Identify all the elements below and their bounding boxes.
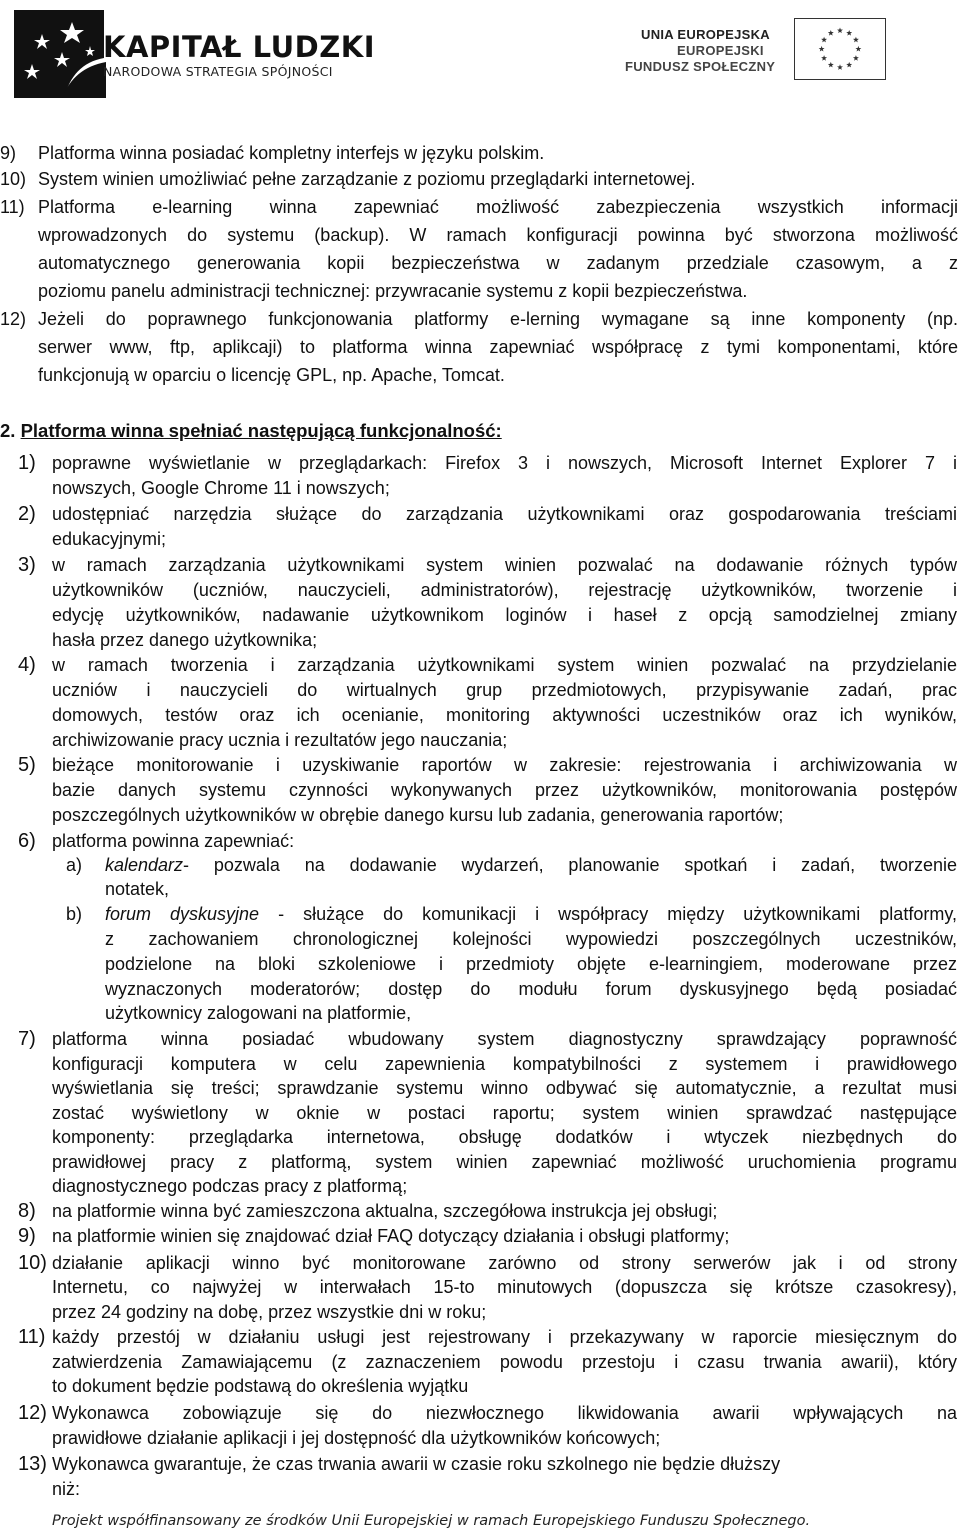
item-text: zatwierdzenia Zamawiającemu (z zaznaczeniem powodu przestoju i czasu trwania awarii), który <box>52 1352 957 1372</box>
eu-star-icon <box>828 30 834 36</box>
subitem-text: z zachowaniem chronologicznej kolejności wypowiedzi poszczególnych uczestników, <box>105 929 957 949</box>
item-number: 5) <box>18 754 36 776</box>
item-text: Internetu, co najwyżej w interwałach 15-to minutowych (dopuszcza się krótsze czasokresy), <box>52 1277 957 1297</box>
eu-star-icon <box>855 46 861 52</box>
item-number: 10) <box>0 169 27 189</box>
item-text: nowszych, Google Chrome 11 i nowszych; <box>52 478 390 498</box>
item-text: prawidłowej pracy z platformą, system winien zapewniać możliwość uruchomienia programu <box>52 1152 957 1172</box>
item-text: bieżące monitorowanie i uzyskiwanie raportów w zakresie: rejestrowania i archiwizowania w <box>52 755 957 775</box>
item-text: udostępniać narzędzia służące do zarządzania użytkownikami oraz gospodarowania treściami <box>52 504 957 524</box>
subitem-letter: a) <box>66 855 83 875</box>
item-text: uczniów i nauczycieli do wirtualnych grup przedmiotowych, przypisywanie zadań, prac <box>52 680 957 700</box>
item-text: diagnostycznego podczas pracy z platformą; <box>52 1176 408 1196</box>
item-text: edukacyjnymi; <box>52 529 167 549</box>
item-text: niż: <box>52 1479 81 1499</box>
item-text: Platforma winna posiadać kompletny interfejs w języku polskim. <box>38 143 545 163</box>
eu-star-icon <box>853 37 859 43</box>
item-number: 9) <box>0 143 17 163</box>
item-text: funkcjonują w oparciu o licencję GPL, np. Apache, Tomcat. <box>38 365 505 385</box>
eu-star-icon <box>821 37 827 43</box>
item-text: bazie danych systemu czynności wykonywanych przez użytkowników, monitorowania postępów <box>52 780 957 800</box>
subitem-text: notatek, <box>105 879 170 899</box>
eu-line-1: UNIA EUROPEJSKA <box>641 27 770 42</box>
item-text: użytkowników (uczniów, nauczycieli, administratorów), rejestrację użytkowników, tworzenie i <box>52 580 957 600</box>
item-text: konfiguracji komputera w celu zapewnienia kompatybilności z systemem i prawidłowego <box>52 1054 957 1074</box>
subitem-text <box>105 901 957 927</box>
item-number: 8) <box>18 1200 36 1222</box>
item-text: każdy przestój w działaniu usługi jest rejestrowany i przekazywany w raporcie miesięcznym do <box>52 1327 957 1347</box>
item-number: 12) <box>18 1402 47 1424</box>
item-text: Jeżeli do poprawnego funkcjonowania platformy e-lerning wymagane są inne komponenty (np. <box>38 309 958 329</box>
item-number: 10) <box>18 1252 47 1274</box>
eu-star-icon <box>837 28 843 34</box>
item-number: 9) <box>18 1225 36 1247</box>
kapital-ludzki-title: KAPITAŁ LUDZKI <box>103 30 376 64</box>
eu-star-icon <box>837 64 843 70</box>
section-heading <box>0 420 502 442</box>
item-text: System winien umożliwiać pełne zarządzanie z poziomu przeglądarki internetowej. <box>38 169 696 189</box>
item-text: Platforma e-learning winna zapewniać możliwość zabezpieczenia wszystkich informacji <box>38 197 958 217</box>
page-footer: Projekt współfinansowany ze środków Unii Europejskiej w ramach Europejskiego Funduszu Społecznego. <box>52 1513 811 1529</box>
item-text: domowych, testów oraz ich ocenianie, monitoring aktywności uczestników oraz ich wyników, <box>52 705 957 725</box>
item-number: 6) <box>18 830 36 852</box>
item-number: 2) <box>18 503 36 525</box>
eu-line-3: FUNDUSZ SPOŁECZNY <box>625 59 776 74</box>
item-text: Wykonawca gwarantuje, że czas trwania awarii w czasie roku szkolnego nie będzie dłuższy <box>52 1454 781 1474</box>
subitem-text: użytkownicy zalogowani na platformie, <box>105 1003 412 1023</box>
item-text: archiwizowanie pracy ucznia i rezultatów jego nauczania; <box>52 730 508 750</box>
item-number: 11) <box>18 1326 46 1348</box>
item-text: komponenty: przeglądarka internetowa, obsługę dodatków i wtyczek niezbędnych do <box>52 1127 957 1147</box>
subitem-text: podzielone na bloki szkoleniowe i przedmioty objęte e-learningiem, moderowane przez <box>105 954 957 974</box>
subitem-term: kalendarz <box>105 855 184 875</box>
item-number: 13) <box>18 1453 47 1475</box>
kapital-ludzki-subtitle: NARODOWA STRATEGIA SPÓJNOŚCI <box>103 64 333 79</box>
item-text: wprowadzonych do systemu (backup). W ramach konfiguracji powinna być stworzona możliwość <box>38 225 958 245</box>
eu-star-icon <box>846 62 852 68</box>
item-text: zostać wyświetlony w oknie w postaci raportu; system winien sprawdzać następujące <box>52 1103 957 1123</box>
item-number: 3) <box>18 554 36 576</box>
item-text: serwer www, ftp, aplikcaji) to platforma winna zapewniać współpracę z tymi komponentami, które <box>38 337 958 357</box>
item-text: w ramach tworzenia i zarządzania użytkownikami system winien pozwalać na przydzielanie <box>52 655 957 675</box>
page-header <box>0 0 960 110</box>
item-text: działanie aplikacji winno być monitorowane zarówno od strony serwerów jak i od strony <box>52 1253 957 1273</box>
subitem-text: wyznaczonych moderatorów; dostęp do modułu forum dyskusyjnego będą posiadać <box>105 979 957 999</box>
eu-logo-text <box>625 27 795 75</box>
item-text: wyświetlania się treści; sprawdzanie systemu winno odbywać się automatycznie, a rezultat musi <box>52 1078 957 1098</box>
item-number: 7) <box>18 1028 36 1050</box>
subitem-letter: b) <box>66 904 83 924</box>
section-title: Platforma winna spełniać następującą funkcjonalność: <box>20 420 502 441</box>
subitem-term: forum dyskusyjne <box>105 904 260 924</box>
item-number: 1) <box>18 452 36 474</box>
section-number: 2. <box>0 420 16 441</box>
item-text: na platformie winna być zamieszczona aktualna, szczegółowa instrukcja jej obsługi; <box>52 1201 718 1221</box>
item-text: prawidłowe działanie aplikacji i jej dostępność dla użytkowników końcowych; <box>52 1428 661 1448</box>
item-text: to dokument będzie podstawą do określenia wyjątku <box>52 1376 469 1396</box>
eu-star-icon <box>821 55 827 61</box>
item-text: poziomu panelu administracji technicznej: przywracanie systemu z kopii bezpieczeństwa. <box>38 281 748 301</box>
item-text: automatycznego generowania kopii bezpieczeństwa w zadanym przedziale czasowym, a z <box>38 253 958 273</box>
item-text: poszczególnych użytkowników w obrębie danego kursu lub zadania, generowania raportów; <box>52 805 784 825</box>
item-number: 12) <box>0 309 27 329</box>
eu-star-icon <box>828 62 834 68</box>
subitem-line: - pozwala na dodawanie wydarzeń, planowanie spotkań i zadań, tworzenie <box>183 855 957 875</box>
item-number: 4) <box>18 654 36 676</box>
subitem-line: - służące do komunikacji i współpracy między użytkownikami platformy, <box>259 904 957 924</box>
subitem-text <box>105 852 957 878</box>
eu-star-icon <box>846 30 852 36</box>
item-text: Wykonawca zobowiązuje się do niezwłocznego likwidowania awarii wpływających na <box>52 1403 957 1423</box>
eu-star-icon <box>819 46 825 52</box>
item-text: przez 24 godziny na dobę, przez wszystkie dni w roku; <box>52 1302 487 1322</box>
eu-flag-icon <box>794 18 886 80</box>
eu-star-icon <box>853 55 859 61</box>
item-number: 11) <box>0 197 25 217</box>
eu-line-2: EUROPEJSKI <box>677 43 764 58</box>
item-text: na platformie winien się znajdować dział FAQ dotyczący działania i obsługi platformy; <box>52 1226 730 1246</box>
item-text: hasła przez danego użytkownika; <box>52 630 318 650</box>
item-text: poprawne wyświetlanie w przeglądarkach: Firefox 3 i nowszych, Microsoft Internet Explorer 7 i <box>52 453 957 473</box>
item-text: platforma powinna zapewniać: <box>52 831 295 851</box>
item-text: platforma winna posiadać wbudowany system diagnostyczny sprawdzający poprawność <box>52 1029 957 1049</box>
item-text: w ramach zarządzania użytkownikami system winien pozwalać na dodawanie różnych typów <box>52 555 957 575</box>
item-text: edycję użytkowników, nadawanie użytkownikom loginów i haseł z opcją samodzielnej zmiany <box>52 605 957 625</box>
